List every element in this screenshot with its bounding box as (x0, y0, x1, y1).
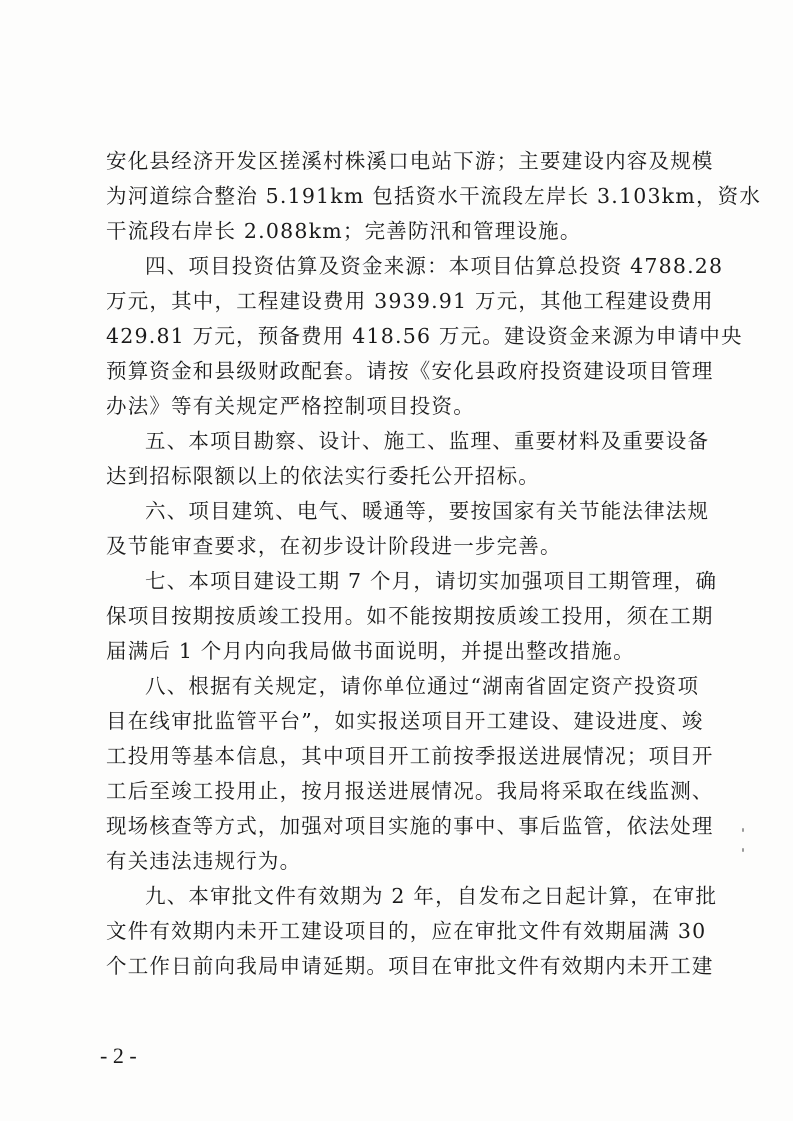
paragraph-4-start: 四、项目投资估算及资金来源：本项目估算总投资 4788.28 (145, 254, 724, 278)
scan-speck (742, 848, 744, 852)
text-line: 达到招标限额以上的依法实行委托公开招标。 (106, 464, 540, 488)
text-line: 安化县经济开发区搓溪村株溪口电站下游；主要建设内容及规模 (106, 149, 714, 173)
text-line: 工后至竣工投用止，按月报送进展情况。我局将采取在线监测、 (106, 779, 714, 803)
paragraph-9-start: 九、本审批文件有效期为 2 年，自发布之日起计算，在审批 (145, 884, 718, 908)
text-line: 有关违法违规行为。 (106, 849, 302, 873)
text-line: 预算资金和县级财政配套。请按《安化县政府投资建设项目管理 (106, 359, 714, 383)
text-line: 现场核查等方式，加强对项目实施的事中、事后监管，依法处理 (106, 814, 714, 838)
text-line: 届满后 1 个月内向我局做书面说明，并提出整改措施。 (106, 639, 635, 663)
text-line: 为河道综合整治 5.191km 包括资水干流段左岸长 3.103km，资水 (106, 184, 762, 208)
text-line: 保项目按期按质竣工投用。如不能按期按质竣工投用，须在工期 (106, 604, 714, 628)
paragraph-6-start: 六、项目建筑、电气、暖通等，要按国家有关节能法律法规 (145, 499, 710, 523)
page-number: - 2 - (100, 1043, 137, 1068)
text-line: 文件有效期内未开工建设项目的，应在审批文件有效期届满 30 (106, 919, 707, 943)
paragraph-8-start: 八、根据有关规定，请你单位通过“湖南省固定资产投资项 (145, 674, 700, 698)
text-line: 办法》等有关规定严格控制项目投资。 (106, 394, 475, 418)
text-line: 个工作日前向我局申请延期。项目在审批文件有效期内未开工建 (106, 954, 714, 978)
paragraph-5-start: 五、本项目勘察、设计、施工、监理、重要材料及重要设备 (145, 429, 710, 453)
text-line: 及节能审查要求，在初步设计阶段进一步完善。 (106, 534, 562, 558)
text-line: 工投用等基本信息，其中项目开工前按季报送进展情况；项目开 (106, 744, 714, 768)
text-line: 干流段右岸长 2.088km；完善防汛和管理设施。 (106, 219, 582, 243)
text-line: 万元，其中，工程建设费用 3939.91 万元，其他工程建设费用 (106, 289, 714, 313)
text-line: 目在线审批监管平台”，如实报送项目开工建设、建设进度、竣 (106, 709, 704, 733)
paragraph-7-start: 七、本项目建设工期 7 个月，请切实加强项目工期管理，确 (145, 569, 718, 593)
scan-speck (742, 828, 744, 832)
text-line: 429.81 万元，预备费用 418.56 万元。建设资金来源为申请中央 (106, 324, 743, 348)
